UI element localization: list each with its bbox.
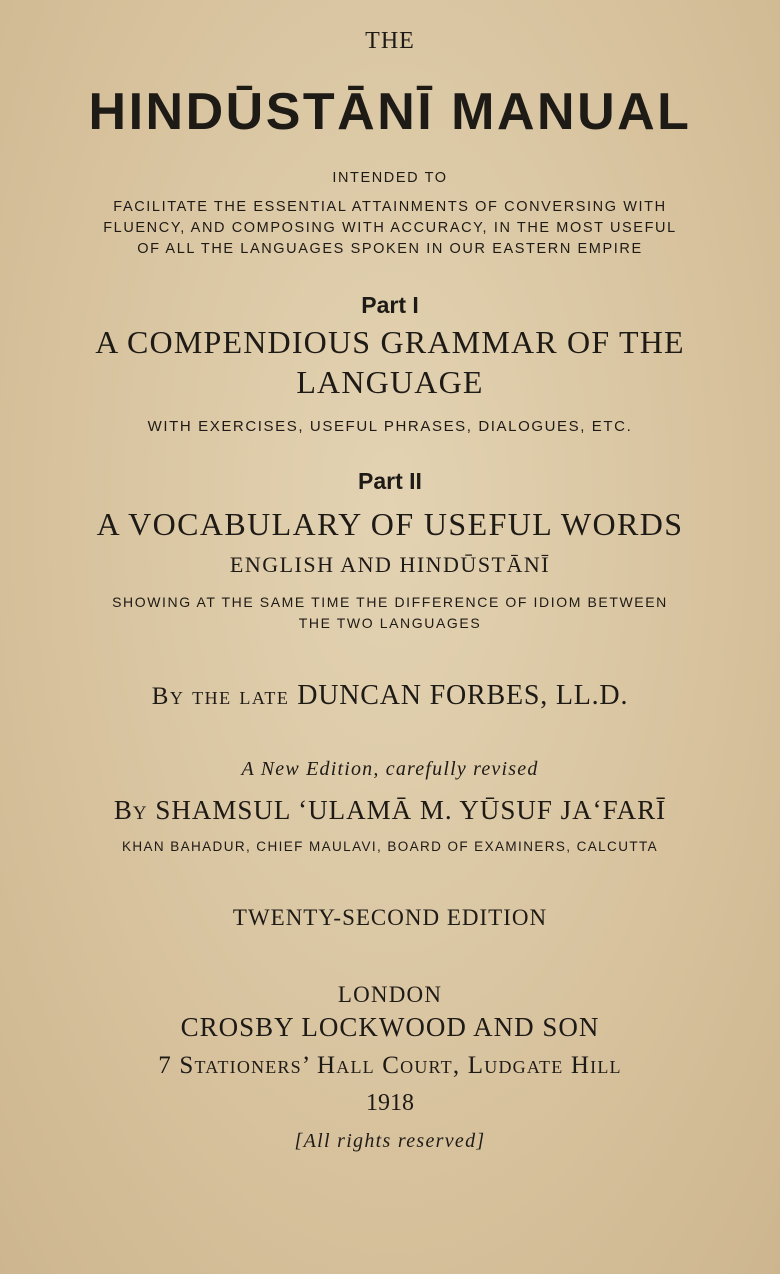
part-2-subtitle: ENGLISH AND HINDŪSTĀNĪ	[229, 552, 551, 577]
intended-to: INTENDED TO	[332, 170, 448, 186]
imprint-city: LONDON	[337, 982, 443, 1007]
book-title: HINDŪSTĀNĪ MANUAL	[88, 83, 692, 141]
part-1-subtitle: WITH EXERCISES, USEFUL PHRASES, DIALOGUES, ETC.	[147, 418, 633, 435]
part-2-label: Part II	[358, 468, 422, 494]
reviser-by-prefix: By	[113, 795, 148, 825]
edition-note: A New Edition, carefully revised	[241, 758, 539, 780]
imprint-publisher: CROSBY LOCKWOOD AND SON	[180, 1012, 600, 1042]
reviser-name: SHAMSUL ‘ULAMĀ M. YŪSUF JA‘FARĪ	[155, 795, 667, 825]
reviser-line	[0, 795, 780, 826]
author-by-prefix: By the late	[151, 683, 290, 710]
reviser-title: KHAN BAHADUR, CHIEF MAULAVI, BOARD OF EXAMINERS, CALCUTTA	[121, 839, 659, 854]
purpose-line-3: OF ALL THE LANGUAGES SPOKEN IN OUR EASTERN EMPIRE	[137, 241, 643, 257]
the-word: THE	[365, 28, 415, 54]
part-1-label: Part I	[361, 292, 419, 318]
part-1-title-line-2: LANGUAGE	[296, 364, 484, 400]
part-2-desc-line-2: THE TWO LANGUAGES	[298, 615, 482, 631]
purpose-line-2: FLUENCY, AND COMPOSING WITH ACCURACY, IN THE MOST USEFUL	[103, 220, 677, 236]
purpose-line-1: FACILITATE THE ESSENTIAL ATTAINMENTS OF CONVERSING WITH	[113, 199, 667, 215]
author-name: DUNCAN FORBES, LL.D.	[297, 680, 629, 711]
imprint-year: 1918	[366, 1090, 414, 1116]
part-2-title: A VOCABULARY OF USEFUL WORDS	[96, 506, 684, 542]
rights-reserved: [All rights reserved]	[294, 1130, 486, 1152]
part-1-title-line-1: A COMPENDIOUS GRAMMAR OF THE	[95, 324, 685, 360]
author-line	[0, 680, 780, 712]
imprint-address: 7 Stationers’ Hall Court, Ludgate Hill	[158, 1052, 622, 1079]
part-2-desc-line-1: SHOWING AT THE SAME TIME THE DIFFERENCE OF IDIOM BETWEEN	[112, 594, 668, 610]
edition-number: TWENTY-SECOND EDITION	[232, 905, 548, 930]
